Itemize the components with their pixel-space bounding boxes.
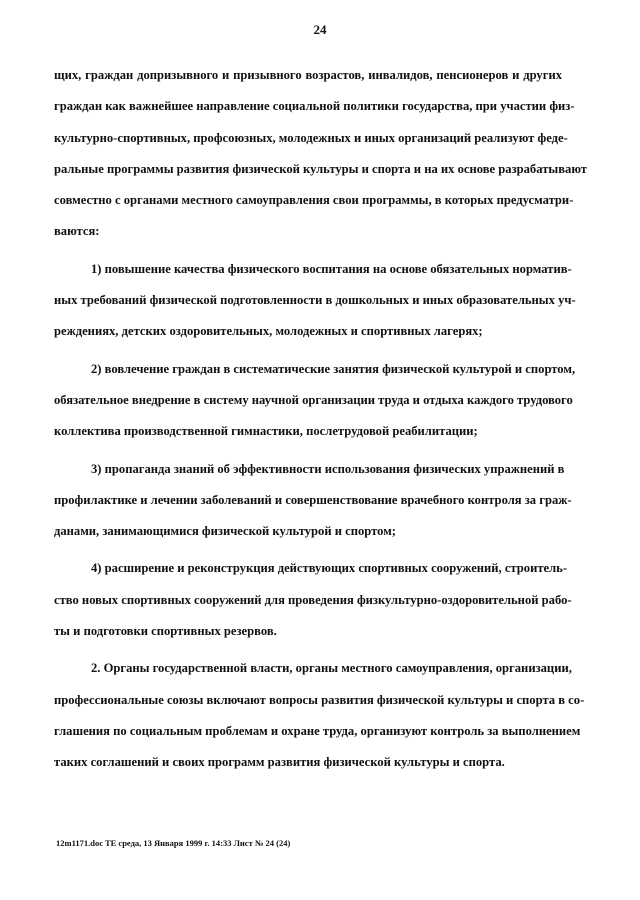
text-line: ство новых спортивных сооружений для проведения физкультурно-оздоровительной рабо- [54,592,572,607]
text-line: данами, занимающимися физической культурой и спортом; [54,524,396,539]
text-line: совместно с органами местного самоуправления свои программы, в которых предусматри- [54,193,574,208]
text-line: коллектива производственной гимнастики, послетрудовой реабилитации; [54,424,478,439]
text-line: таких соглашений и своих программ развития физической культуры и спорта. [54,755,505,770]
list-item-4 [54,553,572,647]
text-line: культурно-спортивных, профсоюзных, молодежных и иных организаций реализуют феде- [54,130,568,145]
text-line: ральные программы развития физической культуры и спорта и на их основе разрабатывают [54,161,587,176]
document-body [54,60,587,779]
text-line: реждениях, детских оздоровительных, молодежных и спортивных лагерях; [54,324,483,339]
text-line: глашения по социальным проблемам и охране труда, организуют контроль за выполнением [54,723,581,738]
text-line: ты и подготовки спортивных резервов. [54,624,277,639]
list-item-3 [54,454,572,548]
text-line: ных требований физической подготовленности в дошкольных и иных образовательных уч- [54,293,576,308]
page-number: 24 [313,22,327,37]
text-line: 3) пропаганда знаний об эффективности использования физических упражнений в [91,461,565,476]
list-item-2 [54,354,576,448]
text-line: граждан как важнейшее направление социальной политики государства, при участии физ- [54,99,575,114]
text-line: профилактике и лечении заболеваний и совершенствование врачебного контроля за граж- [54,492,572,507]
document-footer: 12m1171.doc TE среда, 13 Января 1999 г. 14:33 Лист № 24 (24) [56,838,291,848]
text-line: 2. Органы государственной власти, органы местного самоуправления, организации, [91,661,572,676]
text-line: профессиональные союзы включают вопросы развития физической культуры и спорта в со- [54,692,585,707]
text-line: 4) расширение и реконструкция действующих спортивных сооружений, строитель- [91,561,568,576]
text-line: 2) вовлечение граждан в систематические занятия физической культурой и спортом, [91,361,576,376]
paragraph-intro [54,60,587,248]
text-line: обязательное внедрение в систему научной организации труда и отдыха каждого трудового [54,392,573,407]
text-line: 1) повышение качества физического воспитания на основе обязательных норматив- [91,261,572,276]
list-item-1 [54,254,576,348]
text-line: щих, граждан допризывного и призывного возрастов, инвалидов, пенсионеров и других [54,68,562,82]
text-line: ваются: [54,224,100,239]
paragraph-2 [54,653,585,778]
